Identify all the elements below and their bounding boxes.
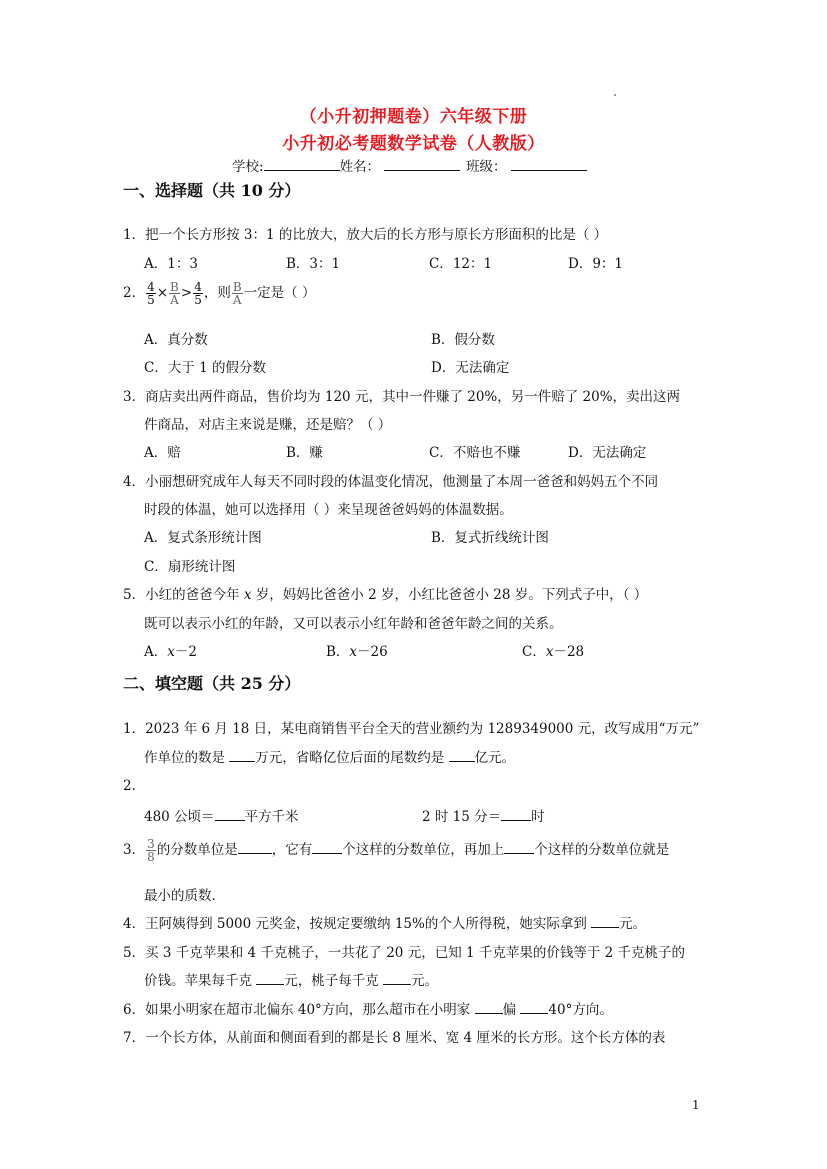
option-c: C．12：1 [429,256,493,272]
scan-dot [614,94,616,96]
option-b: B．假分数 [431,332,495,348]
option-a: A．1：3 [144,256,198,272]
question-2-2-left: 480 公顷＝ 平方千米 [144,809,299,825]
section-title-fill: 二、填空题（共 25 分） [123,674,301,693]
option-a: A．复式条形统计图 [144,530,262,546]
question-1-2: 2． $\frac{4}{5}$ × $\frac{B}{A}$ > $\frac{4}{5}$ ，则 $\frac{B}{A}$ 一定是（ ） [123,280,316,307]
question-2-5-line1: 5．买 3 千克苹果和 4 千克桃子，一共花了 20 元，已知 1 千克苹果的价钱等于 2 千克桃子的 [123,945,686,961]
question-1-4-line1: 4．小丽想研究成年人每天不同时段的体温变化情况，他测量了本周一爸爸和妈妈五个不同 [123,474,659,490]
school-field[interactable] [264,157,340,171]
question-2-2-num: 2． [123,778,146,794]
option-c: C．大于 1 的假分数 [144,360,267,376]
option-b: B．x－26 [326,644,388,660]
question-1-4-line2: 时段的体温，她可以选择用（ ）来呈现爸爸妈妈的体温数据。 [144,502,513,518]
school-label: 学校: [232,159,264,175]
option-d: D．无法确定 [431,360,510,376]
fraction: $\frac{B}{A}$ [232,280,242,307]
option-b: B．复式折线统计图 [431,530,549,546]
question-1-1: 1．把一个长方形按 3：1 的比放大，放大后的长方形与原长方形面积的比是（ ） [123,227,608,243]
option-c: C．不赔也不赚 [429,445,521,461]
title-line-1: （小升初押题卷）六年级下册 [299,107,528,127]
class-field[interactable] [511,157,587,171]
answer-blank[interactable] [312,840,342,854]
question-1-3-line2: 件商品，对店主来说是赚，还是赔？（ ） [144,417,392,433]
student-info [232,155,587,175]
answer-blank[interactable] [383,971,411,985]
fraction: $\frac{4}{5}$ [147,280,155,307]
question-1-5-line1: 5．小红的爸爸今年 x 岁，妈妈比爸爸小 2 岁，小红比爸爸小 28 岁。下列式子中，（ ） [123,587,648,603]
fraction: $\frac{4}{5}$ [194,280,202,307]
option-a: A．x－2 [144,644,197,660]
option-a: A．赔 [144,445,181,461]
option-d: D．无法确定 [568,445,647,461]
title-line-2: 小升初必考题数学试卷（人教版） [282,134,545,154]
section-title-choice: 一、选择题（共 10 分） [123,181,301,200]
question-2-3-line1: 3． $\frac{3}{8}$ 的分数单位是 ，它有 个这样的分数单位，再加上 个这样的分数单位就是 [123,837,670,864]
option-d: D．9：1 [568,256,624,272]
question-2-3-line2: 最小的质数． [144,888,225,904]
page-number: 1 [692,1098,700,1112]
fraction: $\frac{3}{8}$ [147,837,155,864]
question-2-1-line2: 作单位的数是 万元，省略亿位后面的尾数约是 亿元。 [144,750,516,766]
question-1-5-line2: 既可以表示小红的年龄，又可以表示小红年龄和爸爸年龄之间的关系。 [144,616,563,632]
question-2-7: 7．一个长方体，从前面和侧面看到的都是长 8 厘米、宽 4 厘米的长方形。这个长方体的表 [123,1030,666,1046]
option-b: B．赚 [286,445,323,461]
question-2-4: 4．王阿姨得到 5000 元奖金，按规定要缴纳 15%的个人所得税，她实际拿到 元。 [123,916,647,932]
answer-blank[interactable] [238,840,272,854]
answer-blank[interactable] [475,1000,503,1014]
answer-blank[interactable] [501,807,531,821]
question-2-1-line1: 1．2023 年 6 月 18 日，某电商销售平台全天的营业额约为 1289349000 元，改写成用“万元” [123,721,700,737]
answer-blank[interactable] [591,914,619,928]
option-c: C．扇形统计图 [144,559,236,575]
answer-blank[interactable] [215,807,245,821]
answer-blank[interactable] [256,971,284,985]
answer-blank[interactable] [520,1000,548,1014]
answer-blank[interactable] [504,840,534,854]
option-c: C．x－28 [522,644,585,660]
name-field[interactable] [384,157,460,171]
name-label: 姓名： [339,159,381,175]
question-1-3-line1: 3．商店卖出两件商品，售价均为 120 元，其中一件赚了 20%，另一件赔了 20%，卖出这两 [123,389,681,405]
option-a: A．真分数 [144,332,208,348]
question-2-6: 6．如果小明家在超市北偏东 40°方向，那么超市在小明家 偏 40°方向。 [123,1002,613,1018]
question-2-2-right: 2 时 15 分＝ 时 [422,809,545,825]
option-b: B．3：1 [286,256,341,272]
answer-blank[interactable] [229,748,255,762]
class-label: 班级： [466,159,507,175]
answer-blank[interactable] [449,748,475,762]
question-2-5-line2: 价钱。苹果每千克 元，桃子每千克 元。 [144,973,439,989]
fraction: $\frac{B}{A}$ [170,280,179,307]
